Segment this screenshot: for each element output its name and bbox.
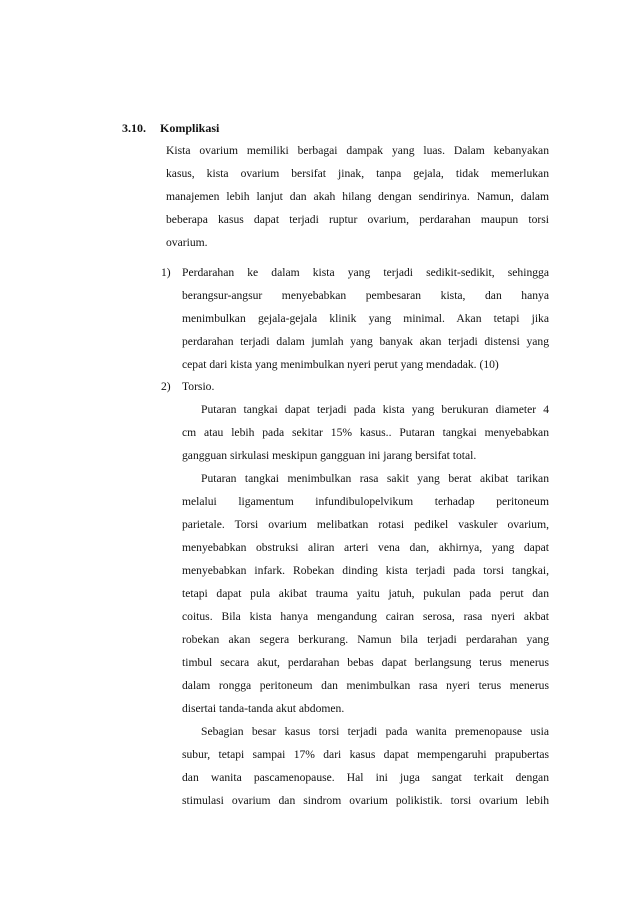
item2-para2-line: disertai tanda-tanda akut abdomen. [182,702,345,715]
intro-line: manajemen lebih lanjut dan akah hilang dengan sendirinya. Namun, dalam [166,190,549,203]
section-number: 3.10. [122,121,146,135]
item1-line: berangsur-angsur menyebabkan pembesaran kista, dan hanya [182,289,549,302]
item2-para3-line: dan wanita pascamenopause. Hal ini juga sangat terkait dengan [182,771,549,784]
item2-para1-line: gangguan sirkulasi meskipun gangguan ini jarang bersifat total. [182,449,477,462]
intro-line: ovarium. [166,236,208,249]
list-marker-1: 1) [161,266,171,279]
intro-line: Kista ovarium memiliki berbagai dampak yang luas. Dalam kebanyakan [166,144,549,157]
item2-para2-line: Putaran tangkai menimbulkan rasa sakit yang berat akibat tarikan [201,472,549,485]
item2-para3-line: subur, tetapi sampai 17% dari kasus dapat mempengaruhi prapubertas [182,748,549,761]
item1-line: menimbulkan gejala-gejala klinik yang minimal. Akan tetapi jika [182,312,549,325]
item2-para2-line: timbul secara akut, perdarahan bebas dapat berlangsung terus menerus [182,656,549,669]
item2-para2-line: robekan akan segera berkurang. Namun bila terjadi perdarahan yang [182,633,549,646]
item2-title: Torsio. [182,380,215,393]
item2-para1-line: cm atau lebih pada sekitar 15% kasus.. Putaran tangkai menyebabkan [182,426,549,439]
item2-para2-line: coitus. Bila kista hanya mengandung cairan serosa, rasa nyeri akbat [182,610,549,623]
item2-para3-line: Sebagian besar kasus torsi terjadi pada wanita premenopause usia [201,725,549,738]
item2-para2-line: dalam rongga peritoneum dan menimbulkan rasa nyeri terus menerus [182,679,549,692]
item1-line: cepat dari kista yang menimbulkan nyeri perut yang mendadak. (10) [182,358,499,371]
item2-para3-line: stimulasi ovarium dan sindrom ovarium polikistik. torsi ovarium lebih [182,794,549,807]
item2-para1-line: Putaran tangkai dapat terjadi pada kista yang berukuran diameter 4 [201,403,549,416]
section-heading [122,121,219,136]
intro-line: beberapa kasus dapat terjadi ruptur ovarium, perdarahan maupun torsi [166,213,549,226]
item2-para2-line: tetapi dapat pula akibat trauma yaitu jatuh, pukulan pada perut dan [182,587,549,600]
item1-line: Perdarahan ke dalam kista yang terjadi sedikit-sedikit, sehingga [182,266,549,279]
item2-para2-line: parietale. Torsi ovarium melibatkan rotasi pedikel vaskuler ovarium, [182,518,549,531]
item1-line: perdarahan terjadi dalam jumlah yang banyak akan terjadi distensi yang [182,335,549,348]
item2-para2-line: melalui ligamentum infundibulopelvikum terhadap peritoneum [182,495,549,508]
item2-para2-line: menyebabkan obstruksi aliran arteri vena dan, akhirnya, yang dapat [182,541,549,554]
list-marker-2: 2) [161,380,171,393]
section-title: Komplikasi [160,121,220,135]
intro-line: kasus, kista ovarium bersifat jinak, tanpa gejala, tidak memerlukan [166,167,549,180]
item2-para2-line: menyebabkan infark. Robekan dinding kista terjadi pada torsi tangkai, [182,564,549,577]
